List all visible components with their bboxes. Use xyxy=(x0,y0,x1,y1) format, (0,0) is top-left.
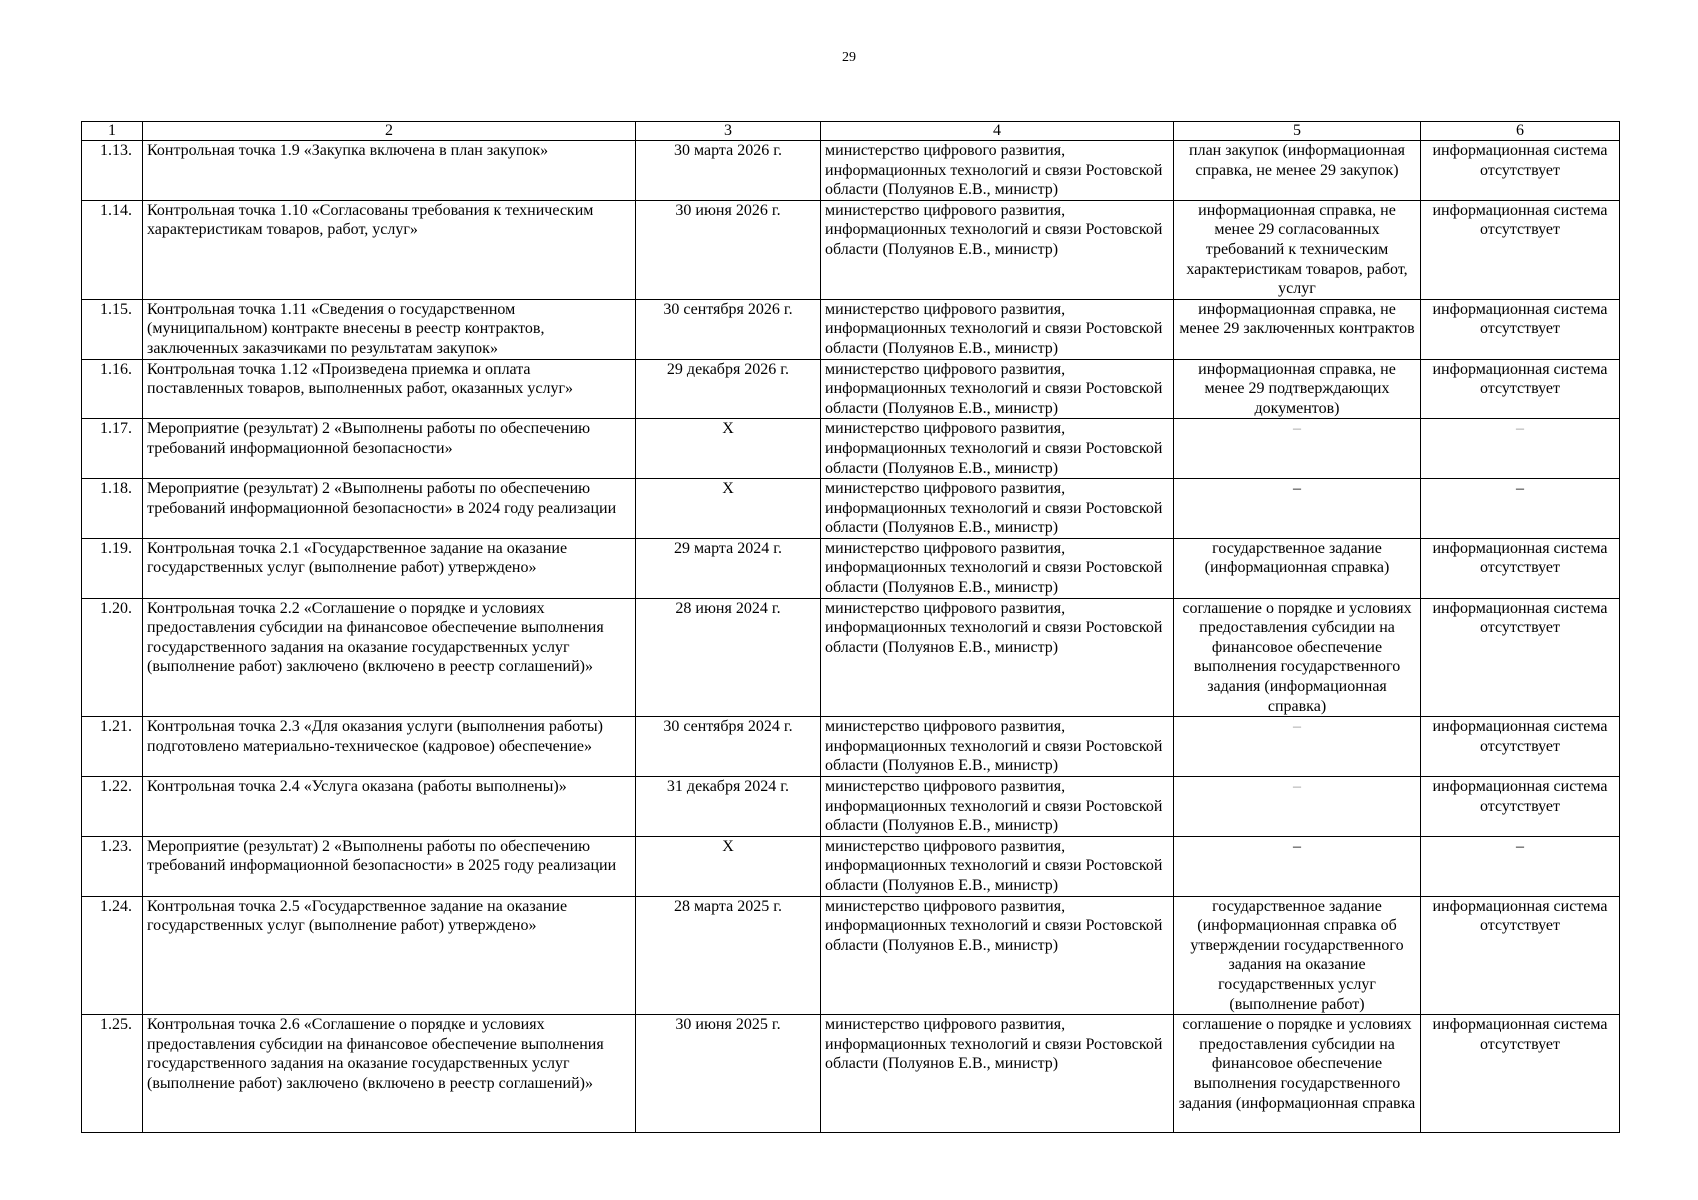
row-responsible: министерство цифрового развития, информационных технологий и связи Ростовской области (Полуянов Е.В., министр) xyxy=(821,200,1174,299)
row-system: информационная система отсутствует xyxy=(1421,299,1620,359)
row-system: – xyxy=(1421,419,1620,479)
row-date: 28 марта 2025 г. xyxy=(636,896,821,1015)
row-date: 30 июня 2025 г. xyxy=(636,1015,821,1133)
row-responsible: министерство цифрового развития, информационных технологий и связи Ростовской области (Полуянов Е.В., министр) xyxy=(821,836,1174,896)
row-date: 29 марта 2024 г. xyxy=(636,538,821,598)
row-name: Контрольная точка 2.3 «Для оказания услуги (выполнения работы) подготовлено материально-техническое (кадровое) обеспечение» xyxy=(143,717,636,777)
row-document: соглашение о порядке и условиях предоставления субсидии на финансовое обеспечение выполнения государственного задания (информационная справка) xyxy=(1174,598,1421,717)
table-row xyxy=(82,419,1620,479)
table-row xyxy=(82,141,1620,201)
table-row xyxy=(82,777,1620,837)
row-number: 1.23. xyxy=(82,836,143,896)
row-responsible: министерство цифрового развития, информационных технологий и связи Ростовской области (Полуянов Е.В., министр) xyxy=(821,479,1174,539)
row-responsible: министерство цифрового развития, информационных технологий и связи Ростовской области (Полуянов Е.В., министр) xyxy=(821,896,1174,1015)
row-number: 1.21. xyxy=(82,717,143,777)
row-responsible: министерство цифрового развития, информационных технологий и связи Ростовской области (Полуянов Е.В., министр) xyxy=(821,299,1174,359)
table-row xyxy=(82,1015,1620,1133)
column-number: 6 xyxy=(1421,122,1620,141)
row-number: 1.19. xyxy=(82,538,143,598)
row-date: Х xyxy=(636,479,821,539)
row-name: Мероприятие (результат) 2 «Выполнены работы по обеспечению требований информационной безопасности» xyxy=(143,419,636,479)
row-document: информационная справка, не менее 29 согласованных требований к техническим характеристикам товаров, работ, услуг xyxy=(1174,200,1421,299)
row-name: Мероприятие (результат) 2 «Выполнены работы по обеспечению требований информационной безопасности» в 2024 году реализации xyxy=(143,479,636,539)
row-system: – xyxy=(1421,479,1620,539)
row-number: 1.18. xyxy=(82,479,143,539)
row-number: 1.24. xyxy=(82,896,143,1015)
plan-table xyxy=(81,121,1620,1133)
table-row xyxy=(82,538,1620,598)
row-document: – xyxy=(1174,836,1421,896)
row-responsible: министерство цифрового развития, информационных технологий и связи Ростовской области (Полуянов Е.В., министр) xyxy=(821,359,1174,419)
row-system: – xyxy=(1421,836,1620,896)
row-document: государственное задание (информационная справка) xyxy=(1174,538,1421,598)
row-name: Мероприятие (результат) 2 «Выполнены работы по обеспечению требований информационной безопасности» в 2025 году реализации xyxy=(143,836,636,896)
column-number: 3 xyxy=(636,122,821,141)
row-date: 28 июня 2024 г. xyxy=(636,598,821,717)
table-row xyxy=(82,299,1620,359)
row-responsible: министерство цифрового развития, информационных технологий и связи Ростовской области (Полуянов Е.В., министр) xyxy=(821,538,1174,598)
row-name: Контрольная точка 1.12 «Произведена приемка и оплата поставленных товаров, выполненных работ, оказанных услуг» xyxy=(143,359,636,419)
column-number: 2 xyxy=(143,122,636,141)
row-name: Контрольная точка 1.11 «Сведения о государственном (муниципальном) контракте внесены в реестр контрактов, заключенных заказчиками по результатам закупок» xyxy=(143,299,636,359)
row-name: Контрольная точка 2.1 «Государственное задание на оказание государственных услуг (выполнение работ) утверждено» xyxy=(143,538,636,598)
row-number: 1.20. xyxy=(82,598,143,717)
row-document: информационная справка, не менее 29 подтверждающих документов) xyxy=(1174,359,1421,419)
row-name: Контрольная точка 1.10 «Согласованы требования к техническим характеристикам товаров, работ, услуг» xyxy=(143,200,636,299)
table-row xyxy=(82,479,1620,539)
row-system: информационная система отсутствует xyxy=(1421,359,1620,419)
column-number: 4 xyxy=(821,122,1174,141)
row-number: 1.14. xyxy=(82,200,143,299)
row-number: 1.22. xyxy=(82,777,143,837)
row-document: информационная справка, не менее 29 заключенных контрактов xyxy=(1174,299,1421,359)
row-system: информационная система отсутствует xyxy=(1421,538,1620,598)
row-document: – xyxy=(1174,717,1421,777)
column-number-row xyxy=(82,122,1620,141)
column-number: 5 xyxy=(1174,122,1421,141)
row-name: Контрольная точка 2.4 «Услуга оказана (работы выполнены)» xyxy=(143,777,636,837)
row-name: Контрольная точка 1.9 «Закупка включена в план закупок» xyxy=(143,141,636,201)
row-document: – xyxy=(1174,777,1421,837)
row-responsible: министерство цифрового развития, информационных технологий и связи Ростовской области (Полуянов Е.В., министр) xyxy=(821,717,1174,777)
row-number: 1.17. xyxy=(82,419,143,479)
row-responsible: министерство цифрового развития, информационных технологий и связи Ростовской области (Полуянов Е.В., министр) xyxy=(821,141,1174,201)
row-system: информационная система отсутствует xyxy=(1421,896,1620,1015)
row-date: 30 марта 2026 г. xyxy=(636,141,821,201)
row-system: информационная система отсутствует xyxy=(1421,717,1620,777)
table-row xyxy=(82,717,1620,777)
table-row xyxy=(82,200,1620,299)
row-date: 31 декабря 2024 г. xyxy=(636,777,821,837)
row-responsible: министерство цифрового развития, информационных технологий и связи Ростовской области (Полуянов Е.В., министр) xyxy=(821,1015,1174,1133)
row-system: информационная система отсутствует xyxy=(1421,200,1620,299)
row-date: 30 сентября 2026 г. xyxy=(636,299,821,359)
row-document: государственное задание (информационная справка об утверждении государственного задания на оказание государственных услуг (выполнение работ) xyxy=(1174,896,1421,1015)
row-number: 1.13. xyxy=(82,141,143,201)
row-system: информационная система отсутствует xyxy=(1421,141,1620,201)
page-number: 29 xyxy=(842,50,856,65)
row-document: – xyxy=(1174,419,1421,479)
row-number: 1.25. xyxy=(82,1015,143,1133)
row-system: информационная система отсутствует xyxy=(1421,598,1620,717)
row-document: – xyxy=(1174,479,1421,539)
row-name: Контрольная точка 2.6 «Соглашение о порядке и условиях предоставления субсидии на финансовое обеспечение выполнения государственного задания на оказание государственных услуг (выполнение работ) заключено (включено в реестр соглашений)» xyxy=(143,1015,636,1133)
table-row xyxy=(82,598,1620,717)
row-number: 1.16. xyxy=(82,359,143,419)
row-name: Контрольная точка 2.5 «Государственное задание на оказание государственных услуг (выполнение работ) утверждено» xyxy=(143,896,636,1015)
row-responsible: министерство цифрового развития, информационных технологий и связи Ростовской области (Полуянов Е.В., министр) xyxy=(821,598,1174,717)
row-system: информационная система отсутствует xyxy=(1421,777,1620,837)
table-row xyxy=(82,359,1620,419)
row-system: информационная система отсутствует xyxy=(1421,1015,1620,1133)
table-row xyxy=(82,896,1620,1015)
table-row xyxy=(82,836,1620,896)
row-name: Контрольная точка 2.2 «Соглашение о порядке и условиях предоставления субсидии на финансовое обеспечение выполнения государственного задания на оказание государственных услуг (выполнение работ) заключено (включено в реестр соглашений)» xyxy=(143,598,636,717)
row-date: Х xyxy=(636,836,821,896)
row-responsible: министерство цифрового развития, информационных технологий и связи Ростовской области (Полуянов Е.В., министр) xyxy=(821,777,1174,837)
row-number: 1.15. xyxy=(82,299,143,359)
row-document: соглашение о порядке и условиях предоставления субсидии на финансовое обеспечение выполнения государственного задания (информационная справка xyxy=(1174,1015,1421,1133)
row-date: Х xyxy=(636,419,821,479)
column-number: 1 xyxy=(82,122,143,141)
row-date: 30 сентября 2024 г. xyxy=(636,717,821,777)
row-responsible: министерство цифрового развития, информационных технологий и связи Ростовской области (Полуянов Е.В., министр) xyxy=(821,419,1174,479)
row-document: план закупок (информационная справка, не менее 29 закупок) xyxy=(1174,141,1421,201)
row-date: 29 декабря 2026 г. xyxy=(636,359,821,419)
row-date: 30 июня 2026 г. xyxy=(636,200,821,299)
